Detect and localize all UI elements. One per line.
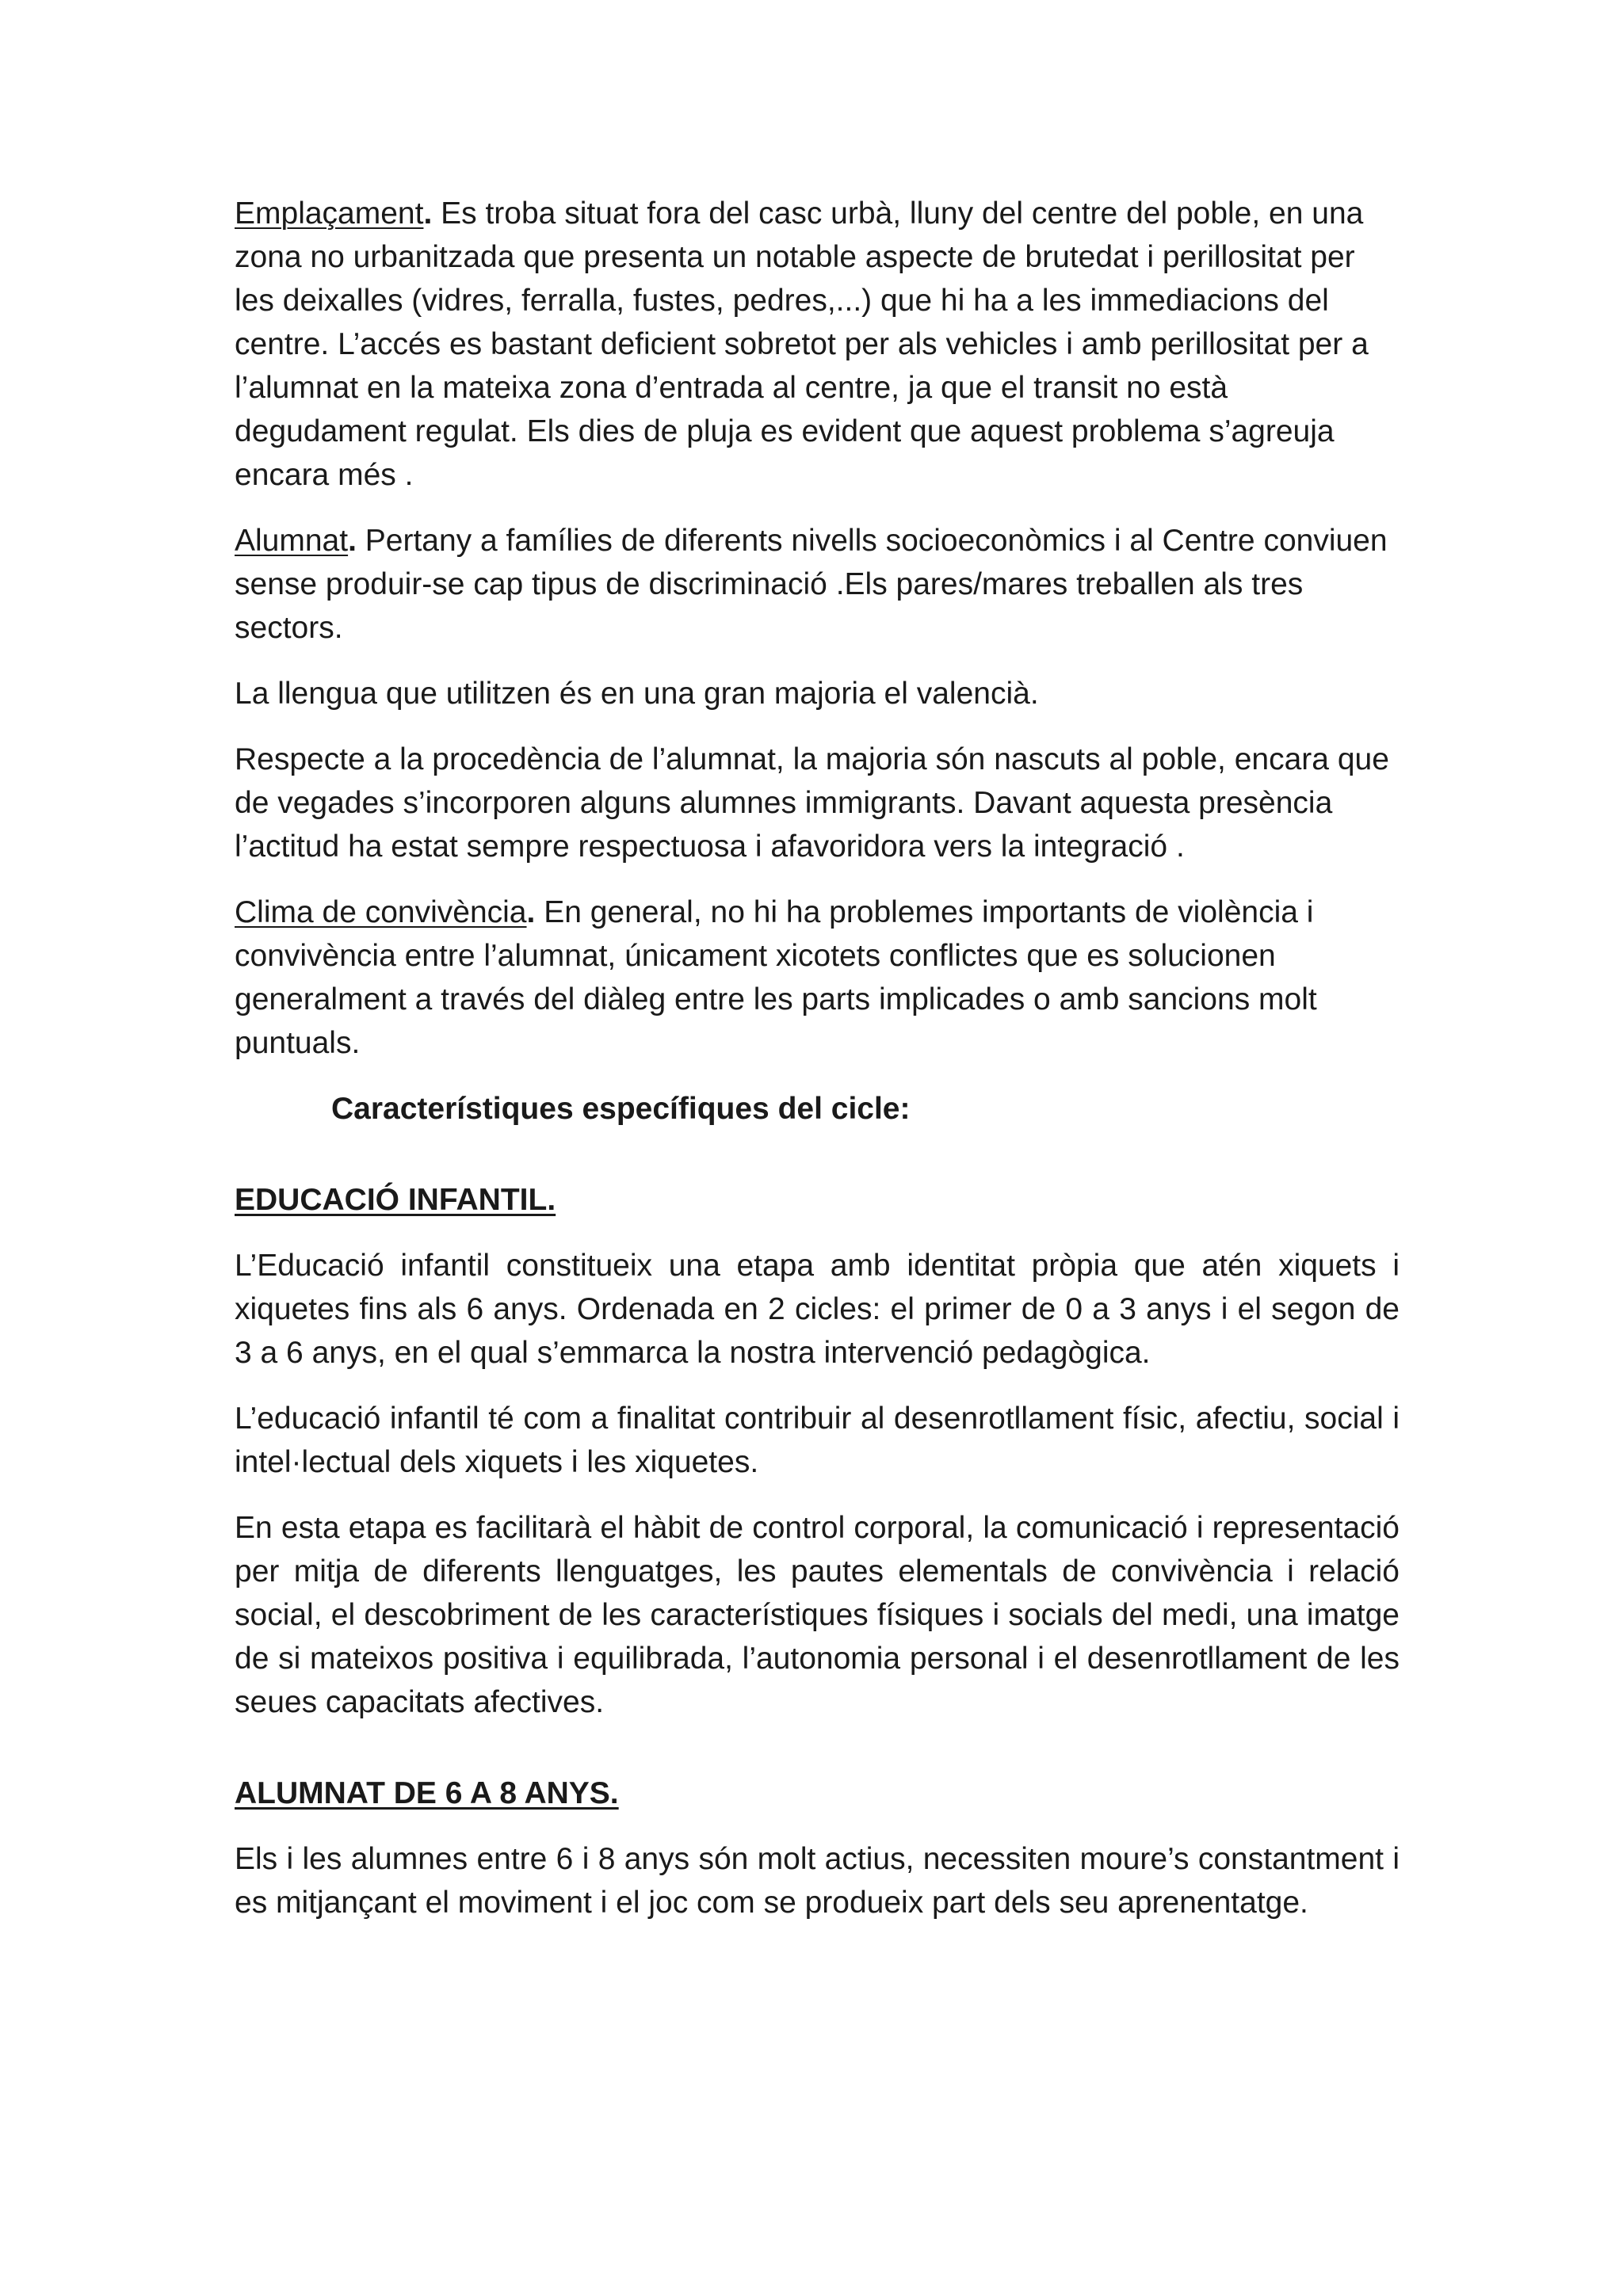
paragraph-text: Pertany a famílies de diferents nivells socioeconòmics i al Centre conviuen sense produir-se cap tipus de discriminació .Els pares/mares treballen als tres sectors. bbox=[235, 524, 1388, 645]
heading-educacio-infantil: EDUCACIÓ INFANTIL. bbox=[235, 1183, 556, 1217]
paragraph-infantil-3: En esta etapa es facilitarà el hàbit de control corporal, la comunicació i representació per mitja de diferents llenguatges, les pautes elementals de convivència i relació social, el descobriment de les característiques físiques i socials del medi, una imatge de si mateixos positiva i equilibrada, l’autonomia personal i el desenrotllament de les seues capacitats afectives. bbox=[235, 1511, 1400, 1719]
paragraph-alumnat68-1: Els i les alumnes entre 6 i 8 anys són molt actius, necessiten moure’s constantment i es mitjançant el moviment i el joc com se produeix part dels seu aprenentatge. bbox=[235, 1842, 1400, 1920]
paragraph-clima bbox=[235, 891, 1400, 1065]
paragraph-procedencia: Respecte a la procedència de l’alumnat, la majoria són nascuts al poble, encara que de vegades s’incorporen alguns alumnes immigrants. Davant aquesta presència l’actitud ha estat sempre respectuosa i afavoridora vers la integració . bbox=[235, 742, 1389, 864]
paragraph-emplacament bbox=[235, 192, 1400, 497]
label-dot: . bbox=[526, 895, 536, 929]
heading-alumnat-6-8: ALUMNAT DE 6 A 8 ANYS. bbox=[235, 1776, 619, 1810]
paragraph-infantil-2: L’educació infantil té com a finalitat contribuir al desenrotllament físic, afectiu, social i intel·lectual dels xiquets i les xiquetes. bbox=[235, 1402, 1400, 1479]
paragraph-text: En general, no hi ha problemes importants de violència i convivència entre l’alumnat, únicament xicotets conflictes que es solucionen generalment a través del diàleg entre les parts implicades o amb sancions molt puntuals. bbox=[235, 895, 1317, 1060]
label-dot: . bbox=[423, 196, 433, 231]
document-page bbox=[235, 192, 1400, 1947]
paragraph-alumnat bbox=[235, 519, 1400, 650]
paragraph-llengua: La llengua que utilitzen és en una gran majoria el valencià. bbox=[235, 677, 1039, 711]
paragraph-text: Es troba situat fora del casc urbà, lluny del centre del poble, en una zona no urbanitzada que presenta un notable aspecte de brutedat i perillositat per les deixalles (vidres, ferralla, fustes, pedres,...) que hi ha a les immediacions del centre. L’accés es bastant deficient sobretot per als vehicles i amb perillositat per a l’alumnat en la mateixa zona d’entrada al centre, ja que el transit no està degudament regulat. Els dies de pluja es evident que aquest problema s’agreuja encara més . bbox=[235, 196, 1369, 492]
label-dot: . bbox=[348, 524, 357, 558]
label-alumnat: Alumnat bbox=[235, 524, 349, 558]
subheading-caracteristiques: Característiques específiques del cicle: bbox=[331, 1092, 911, 1126]
label-emplacament: Emplaçament bbox=[235, 196, 424, 231]
paragraph-infantil-1: L’Educació infantil constitueix una etapa amb identitat pròpia que atén xiquets i xiquetes fins als 6 anys. Ordenada en 2 cicles: el primer de 0 a 3 anys i el segon de 3 a 6 anys, en el qual s’emmarca la nostra intervenció pedagògica. bbox=[235, 1249, 1400, 1370]
label-clima: Clima de convivència bbox=[235, 895, 527, 929]
